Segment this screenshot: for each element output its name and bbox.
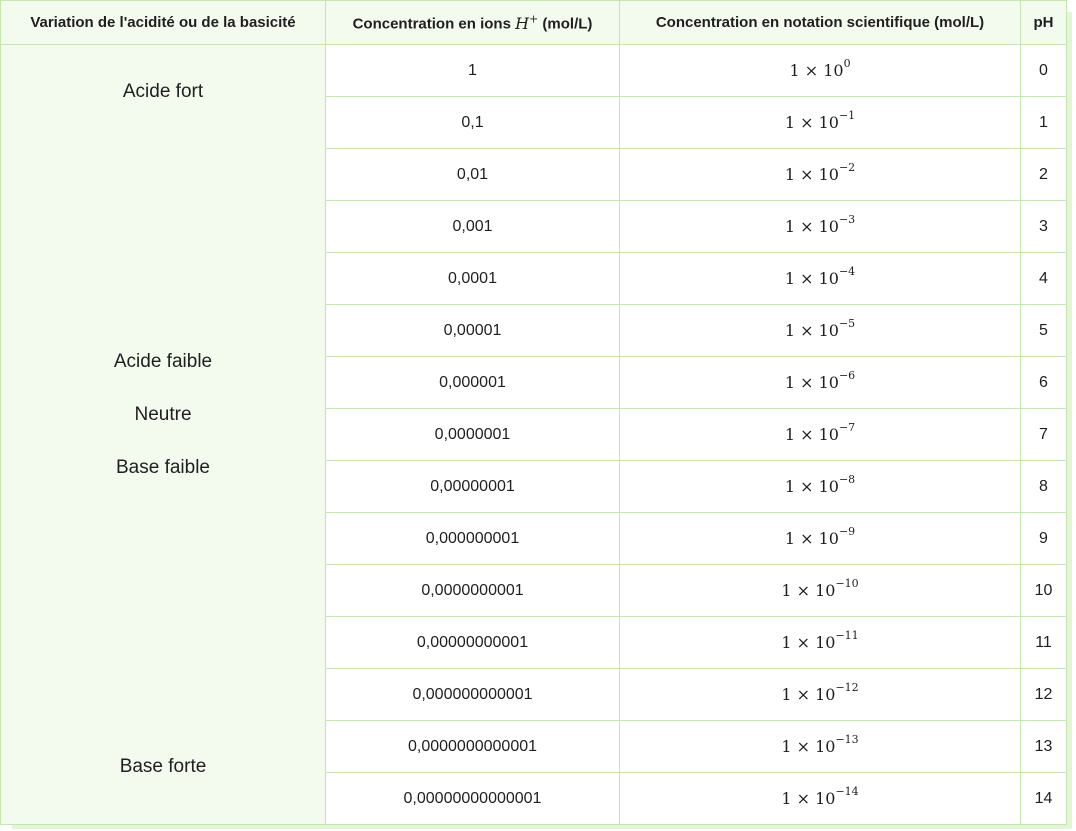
ph-cell: 12 [1021,669,1067,721]
ph-cell: 13 [1021,721,1067,773]
scientific-notation-cell: $1 \times 10^{-6}$ [620,357,1021,409]
header-scientific-notation: Concentration en notation scientifique (mol/L) [620,1,1021,45]
label-acide-fort: Acide fort [122,81,204,102]
concentration-cell: 0,0000000000001 [326,721,620,773]
concentration-cell: 0,001 [326,201,620,253]
header-ph: pH [1021,1,1067,45]
label-acide-faible: Acide faible [113,351,213,372]
scientific-notation-cell: $1 \times 10^{-8}$ [620,461,1021,513]
table-row [1,45,1067,97]
scientific-notation-cell: $1 \times 10^{-10}$ [620,565,1021,617]
concentration-cell: 0,0000001 [326,409,620,461]
concentration-cell: 0,000000001 [326,513,620,565]
ph-cell: 0 [1021,45,1067,97]
ph-cell: 1 [1021,97,1067,149]
scientific-notation-cell: $1 \times 10^{-12}$ [620,669,1021,721]
ph-cell: 11 [1021,617,1067,669]
concentration-cell: 0,1 [326,97,620,149]
scientific-notation-cell: $1 \times 10^{-4}$ [620,253,1021,305]
label-base-faible: Base faible [115,457,210,478]
scientific-notation-cell: $1 \times 10^{-9}$ [620,513,1021,565]
header-concentration-suffix: (mol/L) [538,15,593,33]
ph-cell: 9 [1021,513,1067,565]
header-concentration [326,1,620,45]
concentration-cell: 0,000000000001 [326,669,620,721]
ph-cell: 2 [1021,149,1067,201]
concentration-cell: 0,00000001 [326,461,620,513]
header-variation: Variation de l'acidité ou de la basicité [1,1,326,45]
scientific-notation-cell: $1 \times 10^{-11}$ [620,617,1021,669]
header-concentration-prefix: Concentration en ions [352,15,516,33]
scientific-notation-cell: $1 \times 10^{-2}$ [620,149,1021,201]
variation-column [1,45,326,825]
concentration-cell: 0,0000000001 [326,565,620,617]
label-base-forte: Base forte [119,756,207,777]
ph-cell: 4 [1021,253,1067,305]
ph-cell: 5 [1021,305,1067,357]
scientific-notation-cell: $1 \times 10^{-3}$ [620,201,1021,253]
scientific-notation-cell: $1 \times 10^{-5}$ [620,305,1021,357]
concentration-cell: 0,0001 [326,253,620,305]
ph-cell: 14 [1021,773,1067,825]
concentration-cell: 1 [326,45,620,97]
ph-cell: 8 [1021,461,1067,513]
ph-cell: 6 [1021,357,1067,409]
concentration-cell: 0,00001 [326,305,620,357]
label-neutre: Neutre [134,404,192,425]
ph-cell: 3 [1021,201,1067,253]
scientific-notation-cell: $1 \times 10^0$ [620,45,1021,97]
scientific-notation-cell: $1 \times 10^{-14}$ [620,773,1021,825]
concentration-cell: 0,00000000000001 [326,773,620,825]
concentration-cell: 0,000001 [326,357,620,409]
scientific-notation-cell: $1 \times 10^{-7}$ [620,409,1021,461]
concentration-cell: 0,00000000001 [326,617,620,669]
ph-cell: 10 [1021,565,1067,617]
ph-cell: 7 [1021,409,1067,461]
table-header-row [1,1,1067,45]
scientific-notation-cell: $1 \times 10^{-1}$ [620,97,1021,149]
concentration-cell: 0,01 [326,149,620,201]
scientific-notation-cell: $1 \times 10^{-13}$ [620,721,1021,773]
header-h-ion: H+ [515,12,539,33]
